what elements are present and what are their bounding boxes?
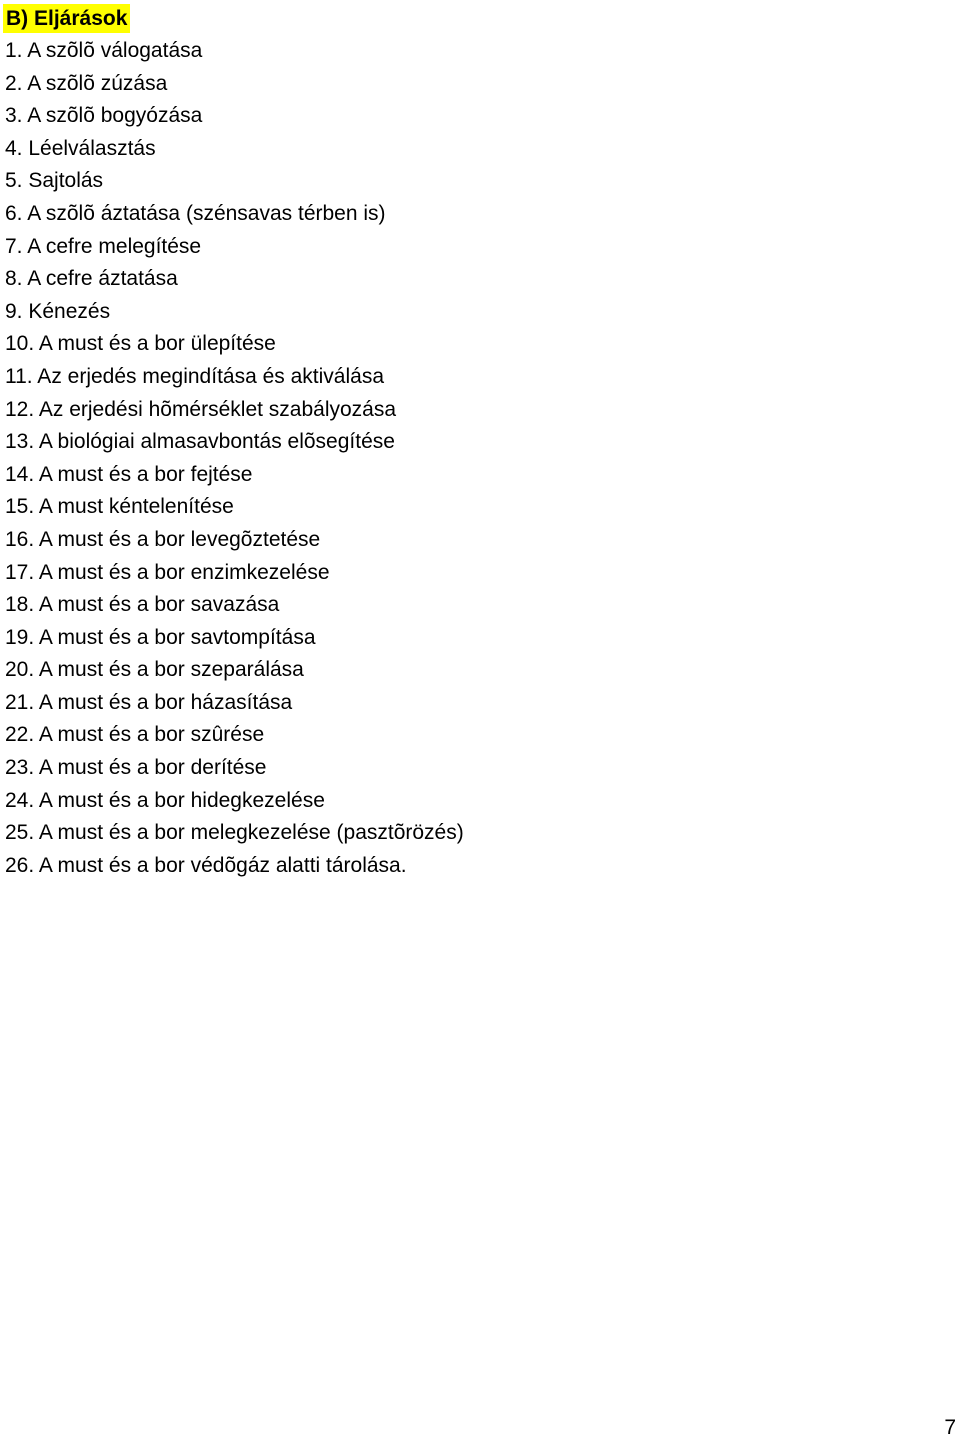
list-item: 4. Léelválasztás bbox=[5, 136, 156, 160]
list-item: 14. A must és a bor fejtése bbox=[5, 462, 253, 486]
list-item: 3. A szõlõ bogyózása bbox=[5, 104, 203, 128]
list-item: 12. Az erjedési hõmérséklet szabályozása bbox=[5, 397, 397, 421]
list-item: 25. A must és a bor melegkezelése (pasztõrözés) bbox=[5, 821, 464, 845]
list-item: 26. A must és a bor védõgáz alatti tárolása. bbox=[5, 853, 407, 877]
page-number: 7 bbox=[944, 1416, 956, 1439]
list-item: 9. Kénezés bbox=[5, 299, 111, 323]
list-item: 19. A must és a bor savtompítása bbox=[5, 625, 316, 649]
list-item: 13. A biológiai almasavbontás elõsegítése bbox=[5, 430, 395, 454]
list-item: 10. A must és a bor ülepítése bbox=[5, 332, 276, 356]
list-item: 6. A szõlõ áztatása (szénsavas térben is) bbox=[5, 201, 386, 225]
list-item: 18. A must és a bor savazása bbox=[5, 593, 280, 617]
list-item: 7. A cefre melegítése bbox=[5, 234, 202, 258]
list-item: 2. A szõlõ zúzása bbox=[5, 71, 168, 95]
list-item: 23. A must és a bor derítése bbox=[5, 756, 267, 780]
list-item: 15. A must kéntelenítése bbox=[5, 495, 234, 519]
list-item: 16. A must és a bor levegõztetése bbox=[5, 527, 321, 551]
list-item: 1. A szõlõ válogatása bbox=[5, 39, 203, 62]
section-heading: B) Eljárások bbox=[3, 4, 130, 33]
list-item: 22. A must és a bor szûrése bbox=[5, 723, 265, 747]
procedure-list bbox=[5, 35, 464, 882]
list-item: 24. A must és a bor hidegkezelése bbox=[5, 788, 325, 812]
list-item: 5. Sajtolás bbox=[5, 169, 104, 193]
list-item: 11. Az erjedés megindítása és aktiválása bbox=[5, 364, 384, 388]
list-item: 21. A must és a bor házasítása bbox=[5, 690, 293, 714]
list-item: 8. A cefre áztatása bbox=[5, 267, 178, 291]
list-item: 17. A must és a bor enzimkezelése bbox=[5, 560, 330, 584]
list-item: 20. A must és a bor szeparálása bbox=[5, 658, 304, 682]
